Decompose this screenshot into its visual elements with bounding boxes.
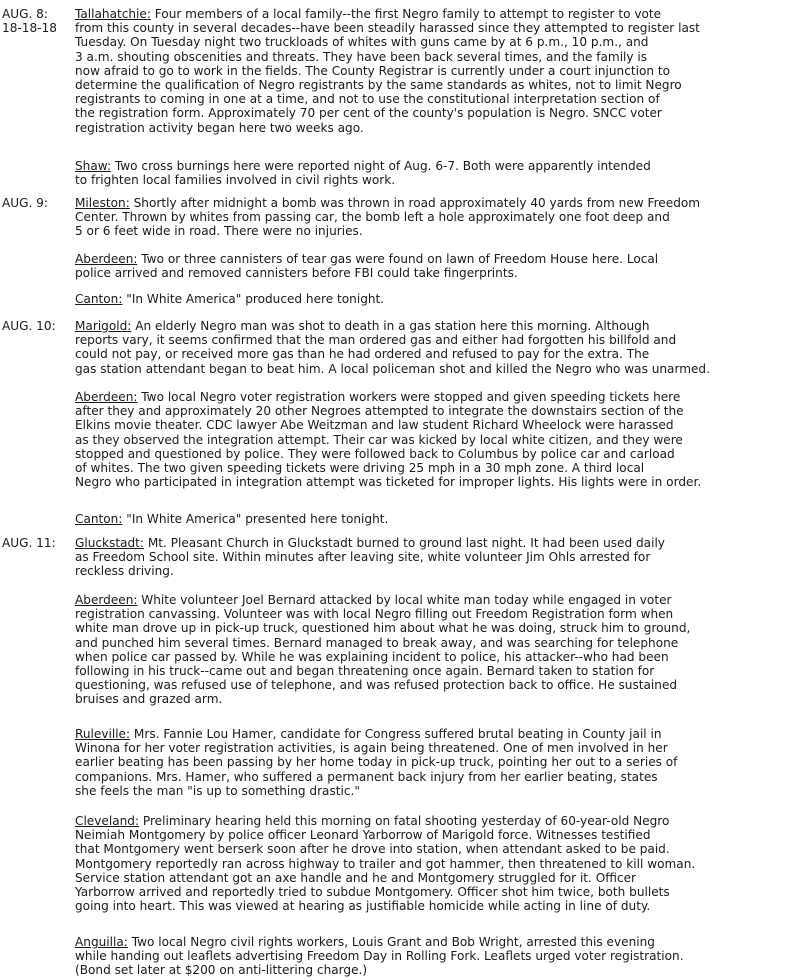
entry-date: AUG. 9: bbox=[2, 196, 48, 210]
report-paragraph: Canton: "In White America" presented here tonight. bbox=[75, 512, 389, 526]
place-name: Anguilla: bbox=[75, 935, 128, 949]
place-name: Aberdeen: bbox=[75, 593, 138, 607]
report-paragraph: Aberdeen: White volunteer Joel Bernard attacked by local white man today while engaged in voter registration canvassing. Volunteer was with local Negro filling out Freedom Registration form when white man drove up in pick-up truck, questioned him about what he was doing, struck him to ground, and punched him several times. Bernard managed to break away, and was searching for telephone when police car passed by. While he was explaining incident to police, his attacker--who had been following in his truck--came out and began threatening once again. Bernard taken to station for questioning, was refused use of telephone, and was refused protection back to office. He sustained bruises and grazed arm. bbox=[75, 593, 691, 707]
report-paragraph: Aberdeen: Two or three cannisters of tear gas were found on lawn of Freedom House here. Local police arrived and removed cannisters before FBI could take fingerprints. bbox=[75, 252, 659, 281]
report-paragraph: Tallahatchie: Four members of a local family--the first Negro family to attempt to register to vote from this county in several decades--have been steadily harassed since they attempted to register last Tuesday. On Tuesday night two truckloads of whites with guns came by at 6 p.m., 10 p.m., and 3 a.m. shouting obscenities and threats. They have been back several times, and the family is now afraid to go to work in the fields. The County Registrar is currently under a court injunction to determine the qualification of Negro registrants by the same standards as whites, not to limit Negro registrants to coming in one at a time, and not to use the constitutional interpretation section of the registration form. Approximately 70 per cent of the county's population is Negro. SNCC voter registration activity began here two weeks ago. bbox=[75, 7, 700, 135]
report-paragraph: Aberdeen: Two local Negro voter registration workers were stopped and given speeding tickets here after they and approximately 20 other Negroes attempted to integrate the downstairs section of the Elkins movie theater. CDC lawyer Abe Weitzman and law student Richard Wheelock were harassed as they observed the integration attempt. Their car was kicked by local white citizen, and they were stopped and questioned by police. They were followed back to Columbus by police car and carload of whites. The two given speeding tickets were driving 25 mph in a 30 mph zone. A third local Negro who participated in integration attempt was ticketed for improper lights. His lights were in order. bbox=[75, 390, 702, 490]
entry-date: AUG. 8: bbox=[2, 7, 48, 21]
report-paragraph: Anguilla: Two local Negro civil rights workers, Louis Grant and Bob Wright, arrested this evening while handing out leaflets advertising Freedom Day in Rolling Fork. Leaflets urged voter registration. (Bond set later at $200 on anti-littering charge.) bbox=[75, 935, 684, 978]
report-paragraph: Mileston: Shortly after midnight a bomb was thrown in road approximately 40 yards from new Freedom Center. Thrown by whites from passing car, the bomb left a hole approximately one foot deep and 5 or 6 feet wide in road. There were no injuries. bbox=[75, 196, 701, 239]
place-name: Canton: bbox=[75, 512, 123, 526]
place-name: Gluckstadt: bbox=[75, 536, 144, 550]
report-paragraph: Shaw: Two cross burnings here were reported night of Aug. 6-7. Both were apparently intended to frighten local families involved in civil rights work. bbox=[75, 159, 651, 188]
report-paragraph: Gluckstadt: Mt. Pleasant Church in Gluckstadt burned to ground last night. It had been used daily as Freedom School site. Within minutes after leaving site, white volunteer Jim Ohls arrested for reckless driving. bbox=[75, 536, 665, 579]
place-name: Cleveland: bbox=[75, 814, 140, 828]
place-name: Canton: bbox=[75, 292, 123, 306]
place-name: Aberdeen: bbox=[75, 390, 138, 404]
entry-date: AUG. 11: bbox=[2, 536, 56, 550]
place-name: Tallahatchie: bbox=[75, 7, 151, 21]
report-paragraph: Cleveland: Preliminary hearing held this morning on fatal shooting yesterday of 60-year-old Negro Neimiah Montgomery by police officer Leonard Yarborrow of Marigold force. Witnesses testified that Montgomery went berserk soon after he drove into station, when attendant asked to be paid. Montgomery reportedly ran across highway to trailer and got hammer, then threatened to kill woman. Service station attendant got an axe handle and he and Montgomery struggled for it. Officer Yarborrow arrived and reportedly tried to subdue Montgomery. Officer shot him twice, both bullets going into heart. This was viewed at hearing as justifiable homicide while acting in line of duty. bbox=[75, 814, 696, 914]
entry-date: AUG. 10: bbox=[2, 319, 56, 333]
report-paragraph: Ruleville: Mrs. Fannie Lou Hamer, candidate for Congress suffered brutal beating in County jail in Winona for her voter registration activities, is again being threatened. One of men involved in her earlier beating has been passing by her home today in pick-up truck, pointing her out to a series of companions. Mrs. Hamer, who suffered a permanent back injury from her earlier beating, states she feels the man "is up to something drastic." bbox=[75, 727, 678, 798]
report-paragraph: Canton: "In White America" produced here tonight. bbox=[75, 292, 385, 306]
place-name: Mileston: bbox=[75, 196, 130, 210]
place-name: Aberdeen: bbox=[75, 252, 138, 266]
place-name: Marigold: bbox=[75, 319, 132, 333]
report-paragraph: Marigold: An elderly Negro man was shot to death in a gas station here this morning. Although reports vary, it seems confirmed that the man ordered gas and either had forgotten his billfold and could not pay, or received more gas than he had ordered and refused to pay for the extra. The gas station attendant began to beat him. A local policeman shot and killed the Negro who was unarmed. bbox=[75, 319, 710, 376]
place-name: Shaw: bbox=[75, 159, 112, 173]
entry-code: 18-18-18 bbox=[2, 21, 57, 35]
place-name: Ruleville: bbox=[75, 727, 131, 741]
